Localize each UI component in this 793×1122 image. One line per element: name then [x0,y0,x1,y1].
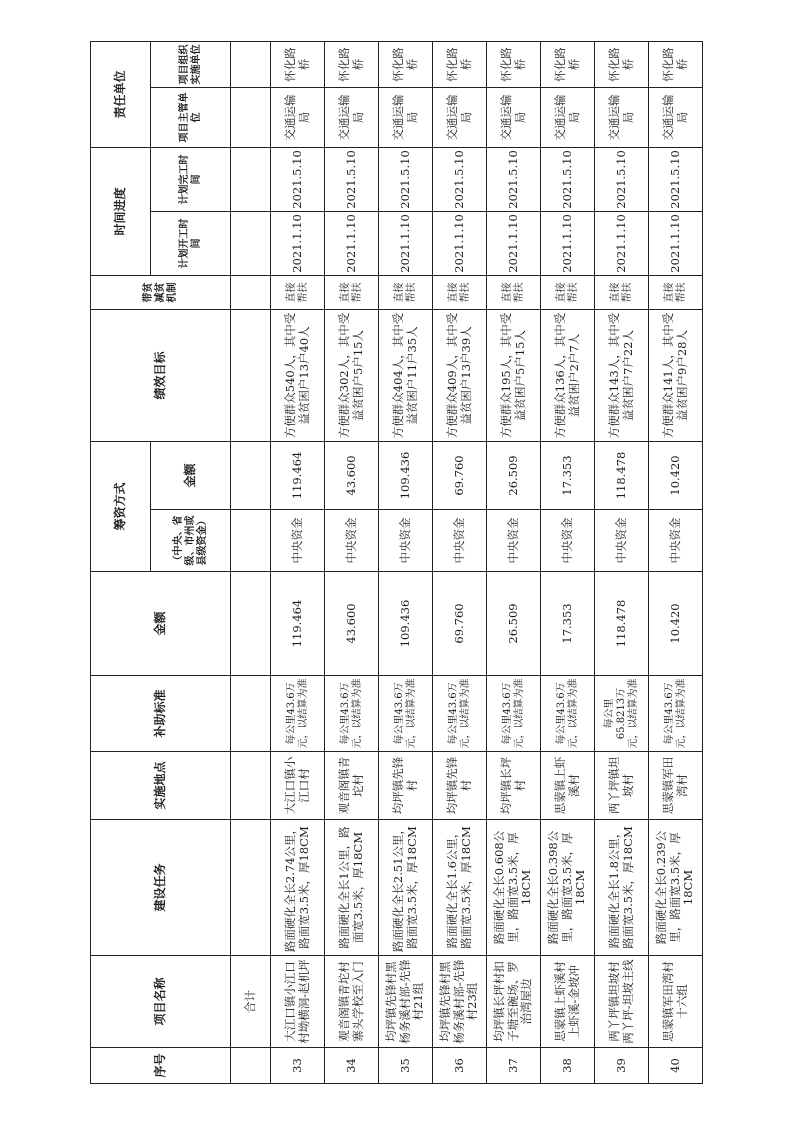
table-row [379,41,433,1083]
header-goal: 绩效目标 [91,309,231,441]
cell-famount: 26.509 [487,441,541,509]
cell-famount: 10.420 [649,441,703,509]
cell-source: 中央资金 [649,510,703,572]
cell-unit: 怀化路桥 [649,41,703,87]
header-end: 计划完工时间 [151,147,231,211]
cell-famount: 43.600 [325,441,379,509]
cell-start: 2021.1.10 [433,211,487,275]
header-funding: 筹资方式 [91,441,151,571]
cell-start: 2021.1.10 [487,211,541,275]
cell-task: 路面硬化全长0.608公里，路面宽3.5米，厚18CM [487,820,541,956]
header-unit: 项目组织实施单位 [151,41,231,87]
cell-place: 均坪镇长坪村 [487,752,541,820]
cell-mech: 直接帮扶 [325,275,379,309]
header-dept: 项目主管单位 [151,87,231,147]
cell-seq: 39 [595,1048,649,1084]
cell-seq: 38 [541,1048,595,1084]
cell-unit: 怀化路桥 [541,41,595,87]
cell-place: 思蒙镇军田湾村 [649,752,703,820]
rotated-table-sheet [90,42,698,1084]
cell-name: 均坪镇先锋村黑杨务溪村部-先锋村23组 [433,956,487,1048]
cell-goal: 方便群众540人，其中受益贫困户13户40人 [271,309,325,441]
cell-amount: 10.420 [649,572,703,676]
cell-source: 中央资金 [271,510,325,572]
cell-amount: 118.478 [595,572,649,676]
cell-amount: 69.760 [433,572,487,676]
cell-famount: 109.436 [379,441,433,509]
cell-task: 路面硬化全长1.6公里，路面宽3.5米，厚18CM [433,820,487,956]
cell-seq: 36 [433,1048,487,1084]
cell-place: 思蒙镇上虾溪村 [541,752,595,820]
table-row [487,41,541,1083]
cell-subsidy: 每公里43.6万元，以结算为准 [649,676,703,752]
cell-goal: 方便群众302人，其中受益贫困户5户15人 [325,309,379,441]
cell-subsidy: 每公里65.8213万元，以结算为准 [595,676,649,752]
cell-end: 2021.5.10 [271,147,325,211]
cell-task: 路面硬化全长2.51公里，路面宽3.5米，厚18CM [379,820,433,956]
cell-place: 观音阁镇青坨村 [325,752,379,820]
cell-task: 路面硬化全长2.74公里，路面宽3.5米，厚18CM [271,820,325,956]
cell-seq: 33 [271,1048,325,1084]
cell-unit: 怀化路桥 [325,41,379,87]
cell-goal: 方便群众141人，其中受益贫困户9户28人 [649,309,703,441]
cell-seq: 34 [325,1048,379,1084]
cell-amount: 26.509 [487,572,541,676]
cell-name: 思蒙镇军田湾村十六组 [649,956,703,1048]
cell-place: 两丫坪镇坦坡村 [595,752,649,820]
cell-dept: 交通运输局 [649,87,703,147]
cell-amount: 17.353 [541,572,595,676]
cell-end: 2021.5.10 [595,147,649,211]
cell-source: 中央资金 [487,510,541,572]
header-duty: 责任单位 [91,41,151,147]
cell-start: 2021.1.10 [325,211,379,275]
cell-task: 路面硬化全长0.398公里，路面宽3.5米，厚18CM [541,820,595,956]
cell-famount: 118.478 [595,441,649,509]
cell-place: 均坪镇先锋村 [379,752,433,820]
cell-source: 中央资金 [541,510,595,572]
cell-unit: 怀化路桥 [433,41,487,87]
cell-subsidy: 每公里43.6万元，以结算为准 [325,676,379,752]
cell-dept: 交通运输局 [433,87,487,147]
cell-end: 2021.5.10 [649,147,703,211]
cell-dept: 交通运输局 [379,87,433,147]
header-schedule: 时间进度 [91,147,151,275]
cell-mech: 直接帮扶 [649,275,703,309]
cell-dept: 交通运输局 [487,87,541,147]
cell-goal: 方便群众404人，其中受益贫困户11户35人 [379,309,433,441]
cell-task: 路面硬化全长0.239公里，路面宽3.5米，厚18CM [649,820,703,956]
cell-end: 2021.5.10 [379,147,433,211]
cell-mech: 直接帮扶 [433,275,487,309]
table-row [649,41,703,1083]
cell-goal: 方便群众136人，其中受益贫困户2户7人 [541,309,595,441]
cell-seq: 35 [379,1048,433,1084]
cell-subsidy: 每公里43.6万元，以结算为准 [271,676,325,752]
cell-amount: 109.436 [379,572,433,676]
total-seq [231,1048,271,1084]
cell-famount: 119.464 [271,441,325,509]
cell-goal: 方便群众195人，其中受益贫困户5户15人 [487,309,541,441]
table-row [271,41,325,1083]
table-row [595,41,649,1083]
cell-end: 2021.5.10 [433,147,487,211]
cell-source: 中央资金 [595,510,649,572]
cell-place: 均坪镇先锋村 [433,752,487,820]
cell-dept: 交通运输局 [541,87,595,147]
cell-subsidy: 每公里43.6万元，以结算为准 [487,676,541,752]
cell-task: 路面硬化全长1公里，路面宽3.5米，厚18CM [325,820,379,956]
cell-name: 观音阁镇青坨村寨头学校至入门 [325,956,379,1048]
cell-name: 均坪镇长坪村扣子塘至碗场、罗治湾屋边 [487,956,541,1048]
cell-famount: 17.353 [541,441,595,509]
cell-end: 2021.5.10 [541,147,595,211]
header-funding-amount: 金额 [151,441,231,509]
cell-task: 路面硬化全长1.8公里，路面宽3.5米，厚18CM [595,820,649,956]
cell-start: 2021.1.10 [649,211,703,275]
cell-amount: 43.600 [325,572,379,676]
cell-dept: 交通运输局 [595,87,649,147]
project-table [90,41,703,1084]
cell-start: 2021.1.10 [379,211,433,275]
cell-goal: 方便群众143人，其中受益贫困户7户22人 [595,309,649,441]
header-task: 建设任务 [91,820,231,956]
cell-place: 大江口镇小江口村 [271,752,325,820]
cell-mech: 直接帮扶 [271,275,325,309]
cell-unit: 怀化路桥 [379,41,433,87]
cell-start: 2021.1.10 [271,211,325,275]
total-label: 合计 [231,956,271,1048]
cell-dept: 交通运输局 [271,87,325,147]
cell-famount: 69.760 [433,441,487,509]
header-start: 计划开工时间 [151,211,231,275]
cell-start: 2021.1.10 [595,211,649,275]
cell-goal: 方便群众409人，其中受益贫困户13户39人 [433,309,487,441]
cell-name: 两丫坪镇坦坡村两丫坪-坦坡主线 [595,956,649,1048]
table-row [541,41,595,1083]
cell-name: 均坪镇先锋村黑杨务溪村部-先锋村21组 [379,956,433,1048]
header-name: 项目名称 [91,956,231,1048]
cell-seq: 37 [487,1048,541,1084]
cell-name: 大江口镇小江口村坳横洞-赵机坪 [271,956,325,1048]
cell-start: 2021.1.10 [541,211,595,275]
cell-mech: 直接帮扶 [541,275,595,309]
cell-subsidy: 每公里43.6万元，以结算为准 [541,676,595,752]
cell-source: 中央资金 [379,510,433,572]
cell-subsidy: 每公里43.6万元，以结算为准 [379,676,433,752]
total-row [231,41,271,1083]
cell-unit: 怀化路桥 [595,41,649,87]
header-place: 实施地点 [91,752,231,820]
cell-source: 中央资金 [433,510,487,572]
table-row [325,41,379,1083]
cell-unit: 怀化路桥 [271,41,325,87]
header-subsidy: 补助标准 [91,676,231,752]
cell-source: 中央资金 [325,510,379,572]
cell-end: 2021.5.10 [325,147,379,211]
header-mechanism: 带贫减贫机制 [91,275,231,309]
header-amount: 金额 [91,572,231,676]
cell-mech: 直接帮扶 [379,275,433,309]
cell-seq: 40 [649,1048,703,1084]
cell-amount: 119.464 [271,572,325,676]
header-funding-source: （中央、省级、市州或县级资金） [151,510,231,572]
header-seq: 序号 [91,1048,231,1084]
cell-end: 2021.5.10 [487,147,541,211]
cell-unit: 怀化路桥 [487,41,541,87]
cell-mech: 直接帮扶 [595,275,649,309]
table-row [433,41,487,1083]
cell-mech: 直接帮扶 [487,275,541,309]
cell-name: 思蒙镇上虾溪村上虾溪-金坡冲 [541,956,595,1048]
cell-dept: 交通运输局 [325,87,379,147]
cell-subsidy: 每公里43.6万元，以结算为准 [433,676,487,752]
